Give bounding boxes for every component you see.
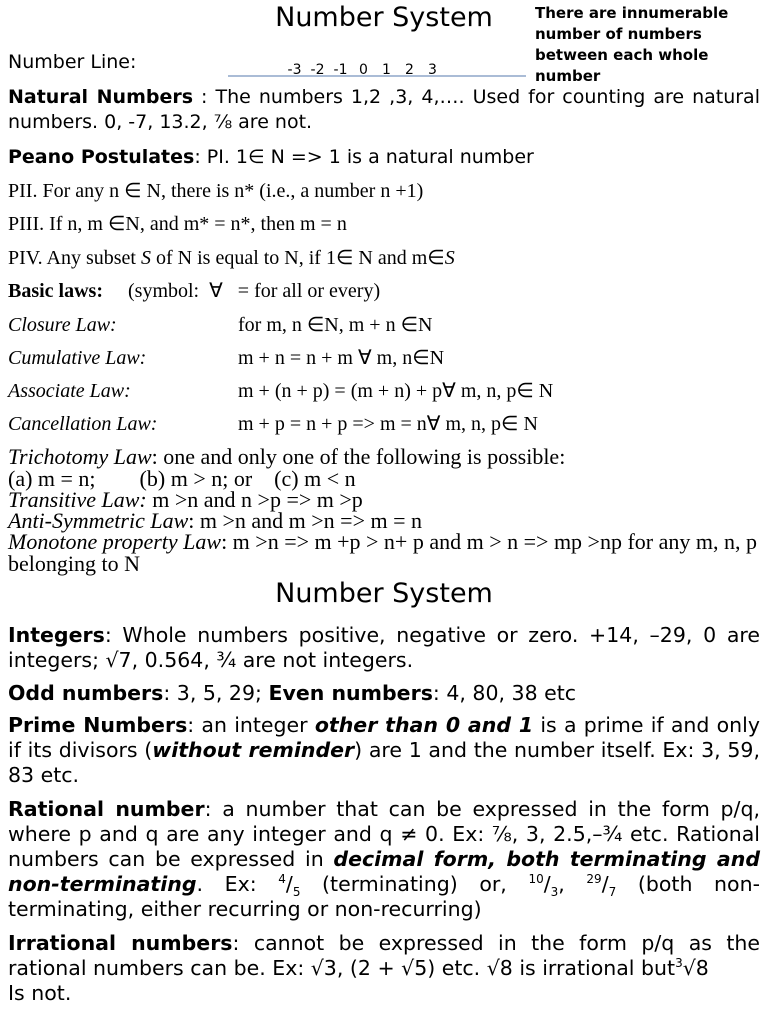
- cube-root-radicand: 8: [695, 956, 709, 980]
- prime-t3: ) are 1 and the number itself. Ex: 3, 59, 83 etc.: [8, 738, 760, 787]
- fraction-numerator: 29: [586, 872, 602, 887]
- irrational-term: Irrational numbers: [8, 931, 233, 955]
- even-text: : 4, 80, 38 etc: [432, 681, 577, 705]
- prime-term: Prime Numbers: [8, 713, 188, 737]
- tick-label: -1: [333, 62, 348, 78]
- innumerable-note: There are innumerable number of numbers between each whole number: [535, 4, 729, 85]
- tick-label: -3: [287, 62, 302, 78]
- prime-paragraph: [8, 713, 760, 788]
- trichotomy-law: [8, 446, 760, 468]
- irrational-t1: : cannot be expressed in the form p/q as the rational numbers can be. Ex: √3, (2 + √5) etc. √8 is irrational but: [8, 931, 760, 980]
- basic-laws-symbol: (symbol: ∀ = for all or every): [103, 280, 381, 302]
- rational-t4: ,: [558, 872, 587, 896]
- peano-p4: [8, 246, 760, 270]
- law-text: m + (n + p) = (m + n) + p∀ m, n, p∈ N: [238, 380, 554, 402]
- peano-p2: PII. For any n ∈ N, there is n* (i.e., a number n +1): [8, 180, 424, 202]
- basic-laws-term: Basic laws:: [8, 280, 103, 302]
- peano-p4-a: PIV. Any subset: [8, 247, 141, 269]
- rational-t1: : a number that can be expressed in the form p/q, where p and q are any integer and q ≠ 0. Ex: ⅞, 3, 2.5,–¾ etc. Rational numbers can be expressed in: [8, 797, 760, 871]
- trichotomy-text: : one and only one of the following is possible:: [151, 444, 566, 469]
- rational-t5: (both non-terminating, either recurring or non-recurring): [8, 872, 760, 921]
- peano-p1: [8, 145, 760, 170]
- integers-text: : Whole numbers positive, negative or zero. +14, –29, 0 are integers; √7, 0.564, ¾ are not integers.: [8, 623, 760, 672]
- tick-label: 3: [428, 62, 437, 78]
- cube-root-sign: √: [682, 956, 696, 980]
- integers-term: Integers: [8, 623, 105, 647]
- fraction-numerator: 4: [278, 872, 286, 887]
- monotone-name: Monotone property Law: [8, 529, 222, 554]
- irrational-paragraph: [8, 931, 760, 1006]
- transitive-name: Transitive Law:: [8, 487, 147, 512]
- rational-term: Rational number: [8, 797, 205, 821]
- prime-t2: is a prime if and only if its divisors (: [8, 713, 760, 762]
- antisymmetric-text: : m >n and m >n => m = n: [188, 508, 423, 533]
- trichotomy-name: Trichotomy Law: [8, 444, 152, 469]
- tick-label: 1: [382, 62, 391, 78]
- law-text: m + p = n + p => m = n∀ m, n, p∈ N: [238, 413, 538, 435]
- peano-p1-text: : PI. 1∈ N => 1 is a natural number: [194, 146, 534, 168]
- prime-em2: without reminder: [152, 738, 355, 762]
- integers-paragraph: [8, 623, 760, 673]
- natural-numbers-term: Natural Numbers: [8, 86, 194, 108]
- even-term: Even numbers: [268, 681, 433, 705]
- law-name: Closure Law:: [8, 314, 117, 336]
- law-row-cancellation: [8, 412, 760, 438]
- law-text: for m, n ∈N, m + n ∈N: [238, 314, 433, 336]
- law-text: m + n = n + m ∀ m, n∈N: [238, 347, 445, 369]
- peano-p4-set: S: [141, 247, 151, 269]
- slide1-title: Number System: [275, 2, 493, 33]
- transitive-text: m >n and n >p => m >p: [146, 487, 363, 512]
- law-name: Associate Law:: [8, 380, 131, 402]
- tick-label: 2: [405, 62, 414, 78]
- law-row-associate: [8, 379, 760, 405]
- peano-p3: PIII. If n, m ∈N, and m* = n*, then m = n: [8, 213, 347, 235]
- monotone-law: [8, 531, 760, 575]
- rational-t3: (terminating) or,: [300, 872, 529, 896]
- fraction-denominator: 7: [608, 885, 617, 900]
- number-line-ticks: [283, 62, 444, 78]
- slide2-title: Number System: [275, 578, 493, 609]
- tick-label: -2: [310, 62, 325, 78]
- antisymmetric-name: Anti-Symmetric Law: [8, 508, 189, 533]
- monotone-text: : m >n => m +p > n+ p and m > n => mp >np for any m, n, p belonging to N: [8, 529, 757, 576]
- law-name: Cancellation Law:: [8, 413, 158, 435]
- cube-root-index: 3: [675, 956, 683, 971]
- law-row-cumulative: [8, 346, 760, 372]
- law-name: Cumulative Law:: [8, 347, 147, 369]
- law-row-closure: [8, 313, 760, 339]
- rational-t2: . Ex:: [196, 872, 279, 896]
- odd-term: Odd numbers: [8, 681, 164, 705]
- fraction-denominator: 3: [550, 885, 559, 900]
- peano-term: Peano Postulates: [8, 146, 195, 168]
- trichotomy-cases: (a) m = n; (b) m > n; or (c) m < n: [8, 466, 356, 491]
- odd-even-paragraph: [8, 681, 760, 706]
- tick-label: 0: [359, 62, 368, 78]
- rational-em1: decimal form, both terminating and non-terminating: [8, 847, 760, 896]
- odd-text: : 3, 5, 29;: [163, 681, 269, 705]
- natural-numbers-text: : The numbers 1,2 ,3, 4,…. Used for counting are natural numbers. 0, -7, 13.2, ⅞ are not.: [8, 86, 760, 133]
- fraction-numerator: 10: [528, 872, 544, 887]
- prime-em1: other than 0 and 1: [314, 713, 534, 737]
- fraction-denominator: 5: [292, 885, 301, 900]
- natural-numbers-paragraph: [8, 85, 760, 135]
- prime-t1: : an integer: [187, 713, 315, 737]
- rational-paragraph: Rational number: a number that can be expressed in the form p/q, where p and q are any integer and q ≠ 0. Ex: ⅞, 3, 2.5,–¾ etc. Rational numbers can be expressed in decimal form, both terminating and non-terminating. Ex: $^4/_5$ (terminating) or, $^{10}/_3$, $^{29}/_7$ (both non-terminating, either recurring or non-recurring): [8, 797, 760, 921]
- irrational-t2: Is not.: [8, 981, 72, 1005]
- peano-p4-set: S: [444, 247, 455, 269]
- peano-p4-b: of N is equal to N, if 1∈ N and m∈: [151, 247, 445, 269]
- basic-laws-line: [8, 279, 760, 303]
- number-line-label: Number Line:: [8, 51, 137, 73]
